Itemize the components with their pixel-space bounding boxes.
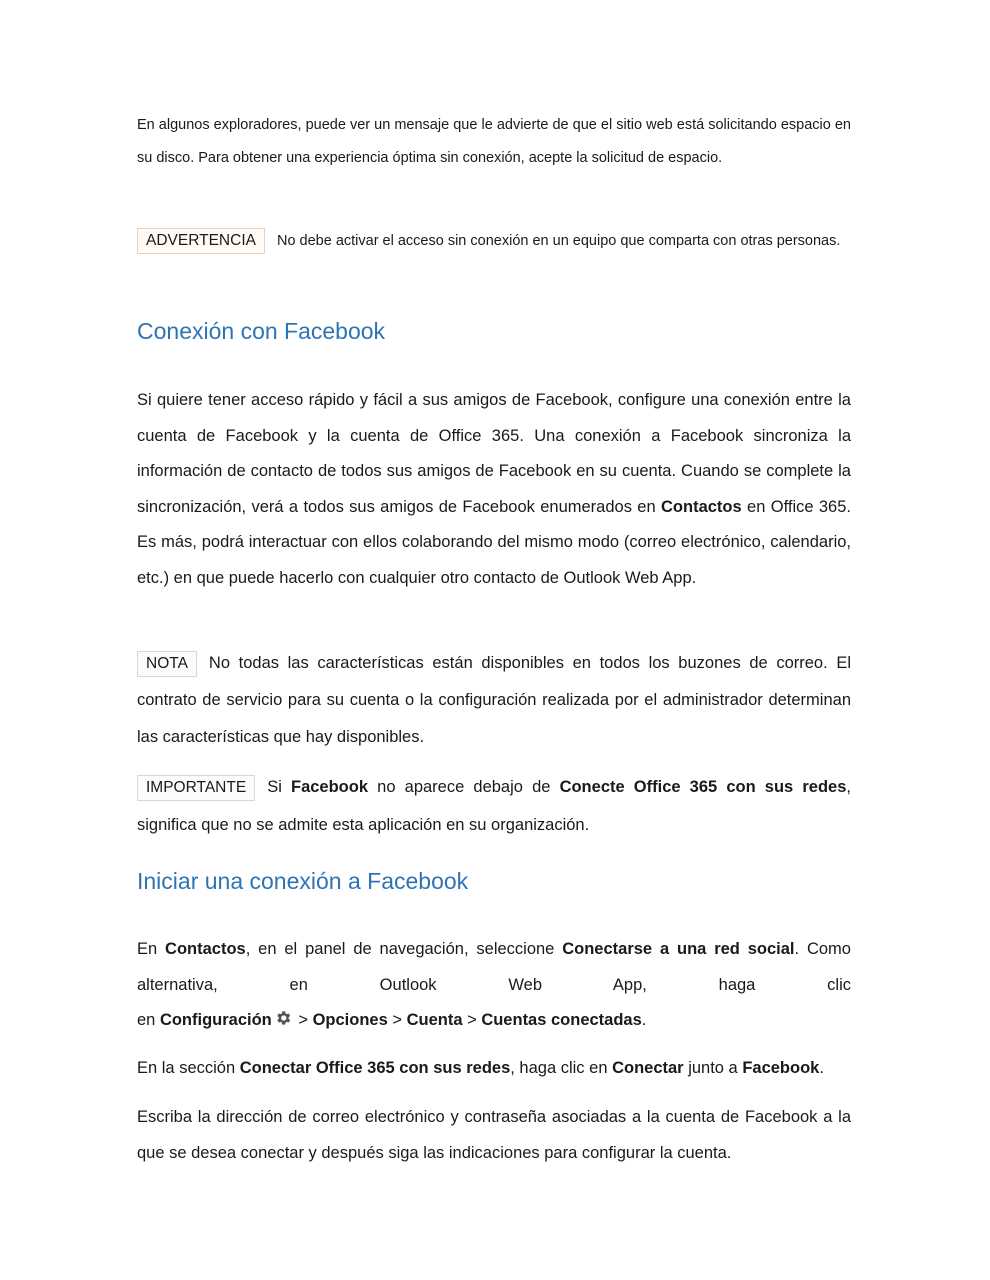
bold-contacts: Contactos (165, 940, 246, 958)
step1-paragraph-line1 (137, 932, 851, 1003)
text-run: . (641, 1011, 647, 1029)
text-run: , significa que no se admite esta aplicación en su organización. (137, 778, 851, 834)
note-text: No todas las características están disponibles en todos los buzones de correo. El contrato de servicio para su cuenta o la configuración realizada por el administrador determinan las características que hay disponibles. (137, 654, 851, 746)
step1-paragraph-line3 (137, 1003, 851, 1039)
note-paragraph (137, 645, 851, 756)
bold-contacts: Contactos (661, 497, 742, 516)
warning-text: No debe activar el acceso sin conexión en un equipo que comparta con otras personas. (276, 233, 841, 249)
text-run: en Office 365. Es más, podrá interactuar con ellos colaborando del mismo modo (correo electrónico, calendario, etc.) en que puede hacerlo con cualquier otro contacto de Outlook Web App. (137, 497, 851, 587)
facebook-intro-paragraph (137, 383, 851, 596)
bold-options: Opciones (312, 1011, 388, 1029)
bold-settings: Configuración (159, 1011, 272, 1029)
important-label: IMPORTANTE (137, 775, 255, 801)
heading-facebook-connection: Conexión con Facebook (137, 318, 386, 344)
bold-connect: Conectar (612, 1059, 684, 1077)
text-run: junto a (683, 1059, 743, 1077)
bold-account: Cuenta (406, 1011, 463, 1029)
bold-connected-accounts: Cuentas conectadas (481, 1011, 642, 1029)
gear-icon (274, 1005, 292, 1023)
note-label: NOTA (137, 651, 197, 677)
text-run: Si (267, 778, 291, 796)
bold-facebook: Facebook (742, 1059, 820, 1077)
text-run: > (387, 1011, 407, 1029)
warning-paragraph (137, 222, 851, 261)
text-run: , en el panel de navegación, seleccione (245, 940, 563, 958)
bold-connect-social: Conectarse a una red social (562, 940, 795, 958)
text-run: Si quiere tener acceso rápido y fácil a sus amigos de Facebook, configure una conexión entre la cuenta de Facebook y la cuenta de Office 365. Una conexión a Facebook sincroniza la información de contacto de todos sus amigos de Facebook en su cuenta. Cuando se complete la sincronización, verá a todos sus amigos de Facebook enumerados en (137, 391, 851, 516)
text-run: > (293, 1011, 313, 1029)
heading-start-connection: Iniciar una conexión a Facebook (137, 868, 469, 894)
text-run: . (819, 1059, 824, 1077)
text-run: , haga clic en (510, 1059, 613, 1077)
text-run: > (462, 1011, 482, 1029)
step2-paragraph (137, 1051, 851, 1087)
intro-paragraph: En algunos exploradores, puede ver un mensaje que le advierte de que el sitio web está solicitando espacio en su disco. Para obtener una experiencia óptima sin conexión, acepte la solicitud de espacio. (137, 117, 851, 166)
step3-paragraph: Escriba la dirección de correo electrónico y contraseña asociadas a la cuenta de Facebook a la que se desea conectar y después siga las indicaciones para configurar la cuenta. (137, 1108, 851, 1162)
text-run: . Como alternativa, en Outlook Web App, haga clic (137, 940, 851, 994)
warning-label: ADVERTENCIA (137, 228, 265, 254)
bold-connect-networks: Conecte Office 365 con sus redes (559, 778, 847, 796)
text-run: en (137, 1011, 160, 1029)
text-run: En la sección (137, 1059, 240, 1077)
text-run: no aparece debajo de (368, 778, 560, 796)
bold-connect-networks: Conectar Office 365 con sus redes (239, 1059, 511, 1077)
bold-facebook: Facebook (291, 778, 369, 796)
important-paragraph (137, 768, 851, 844)
text-run: En (137, 940, 166, 958)
